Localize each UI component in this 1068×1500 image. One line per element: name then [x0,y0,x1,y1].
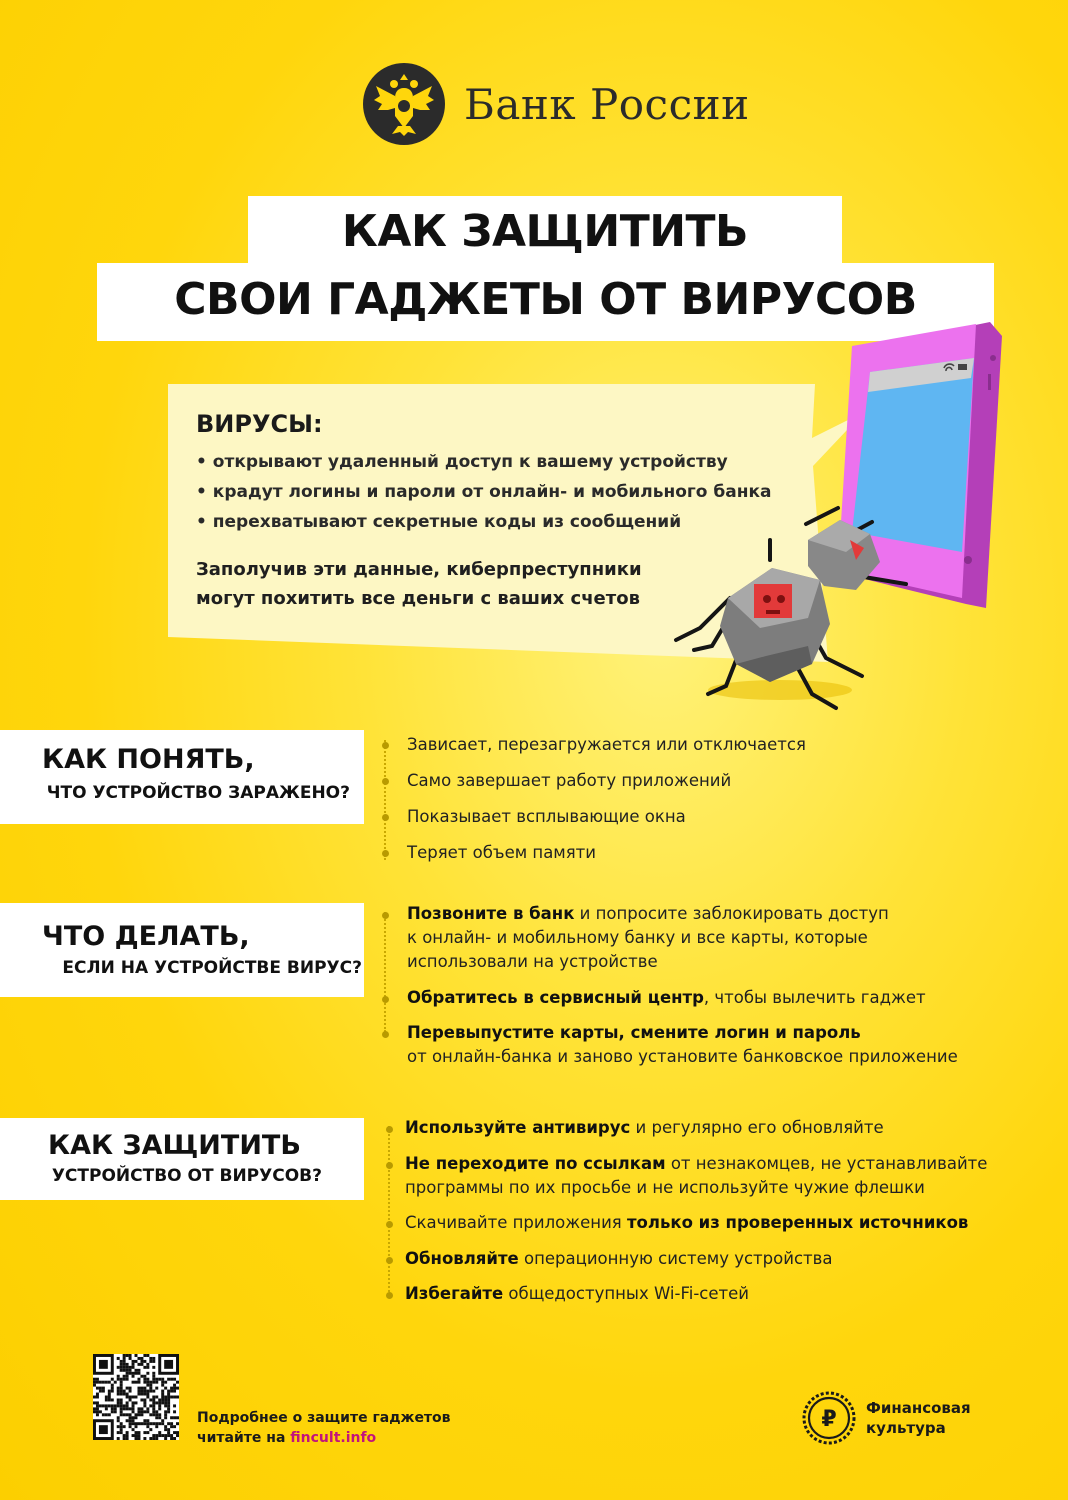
brand-line1: Финансовая [866,1399,971,1417]
section-3-item: Скачивайте приложения только из проверенных источников [405,1213,969,1232]
viruses-summary-line1: Заполучив эти данные, киберпреступники [196,559,642,580]
section-1-timeline [384,740,390,860]
section-3-bullet [386,1292,393,1299]
page-title-line1: КАК ЗАЩИТИТЬ [341,206,749,257]
section-3-item: Используйте антивирус и регулярно его обновляйте [405,1118,884,1137]
brand-line2: культура [866,1419,946,1437]
section-2-bullet [382,912,389,919]
section-1-item: Теряет объем памяти [407,843,597,862]
page-title-line2: СВОИ ГАДЖЕТЫ ОТ ВИРУСОВ [174,274,917,325]
bank-name: Банк России [464,79,750,129]
virus-fact-3: • перехватывают секретные коды из сообщений [196,512,682,532]
skull-icon [754,584,792,618]
viruses-summary-line2: могут похитить все деньги с ваших счетов [196,588,640,609]
section-1-bullet [382,742,389,749]
section-2-item: Обратитесь в сервисный центр, чтобы вылечить гаджет [407,988,926,1007]
virus-fact-2: • крадут логины и пароли от онлайн- и мобильного банка [196,482,772,502]
section-1-bullet [382,778,389,785]
section-1-title: КАК ПОНЯТЬ, [42,744,255,775]
section-3-subtitle: УСТРОЙСТВО ОТ ВИРУСОВ? [51,1166,322,1186]
section-2-title: ЧТО ДЕЛАТЬ, [42,921,250,952]
section-3-item: Не переходите по ссылкам от незнакомцев, не устанавливайте программы по их просьбе и не используйте чужие флешки [405,1154,988,1197]
section-1-subtitle: ЧТО УСТРОЙСТВО ЗАРАЖЕНО? [46,783,350,803]
section-1-bullet [382,850,389,857]
section-3-item: Обновляйте операционную систему устройства [405,1249,833,1268]
section-2-subtitle: ЕСЛИ НА УСТРОЙСТВЕ ВИРУС? [62,958,362,978]
battery-icon [958,364,967,370]
section-3-item: Избегайте общедоступных Wi-Fi-сетей [405,1284,749,1303]
section-2-item: Позвоните в банк и попросите заблокировать доступ к онлайн- и мобильному банку и все карты, которые использовали на устройстве [407,904,889,971]
section-2-timeline [384,912,390,1032]
fin-culture-logo [800,1389,971,1447]
svg-text:₽: ₽ [821,1407,837,1432]
footer-more-info: Подробнее о защите гаджетов читайте на fincult.info [197,1410,451,1446]
section-3-title: КАК ЗАЩИТИТЬ [48,1130,301,1161]
virus-fact-1: • открывают удаленный доступ к вашему устройству [196,452,728,472]
section-2-bullet [382,996,389,1003]
section-1-item: Само завершает работу приложений [407,771,732,790]
section-1-item: Показывает всплывающие окна [407,807,686,826]
section-1-bullet [382,814,389,821]
section-3-bullet [386,1126,393,1133]
section-2-item: Перевыпустите карты, смените логин и пароль от онлайн-банка и заново установите банковское приложение [407,1023,958,1066]
viruses-heading: ВИРУСЫ: [196,410,323,438]
section-3-timeline [388,1126,394,1296]
section-3-bullet [386,1257,393,1264]
qr-code[interactable] [93,1354,179,1440]
section-2-bullet [382,1031,389,1038]
section-1-item: Зависает, перезагружается или отключается [407,735,806,754]
fincult-link[interactable]: fincult.info [290,1430,377,1446]
section-3-bullet [386,1162,393,1169]
section-3-bullet [386,1221,393,1228]
ruble-icon [800,1389,858,1447]
